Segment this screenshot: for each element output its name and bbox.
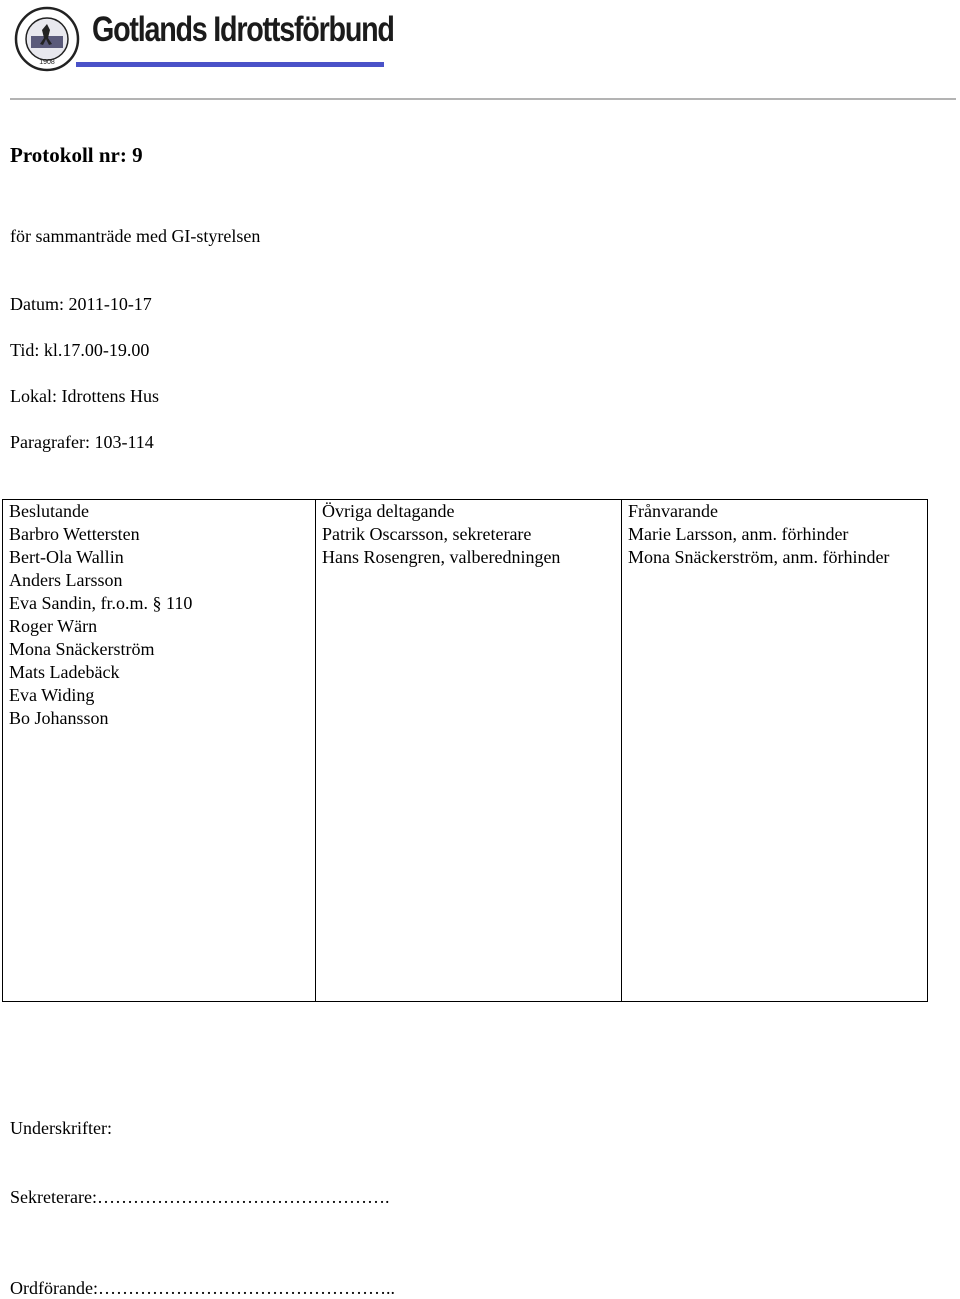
- signatures-heading: Underskrifter:: [10, 1118, 112, 1138]
- meeting-date: Datum: 2011-10-17: [10, 294, 152, 314]
- list-item: Mona Snäckerström, anm. förhinder: [628, 547, 890, 567]
- list-item: Anders Larsson: [9, 570, 123, 590]
- logo: [14, 6, 394, 72]
- column-other-participants: [315, 500, 621, 1001]
- list-item: Eva Widing: [9, 685, 95, 705]
- column-absent: [621, 500, 927, 1001]
- list-item: Roger Wärn: [9, 616, 98, 636]
- list-item: Hans Rosengren, valberedningen: [322, 547, 561, 567]
- list-item: Bo Johansson: [9, 708, 109, 728]
- logo-text: Gotlands Idrottsförbund: [92, 10, 394, 49]
- meeting-venue: Lokal: Idrottens Hus: [10, 386, 159, 406]
- paragraph-range: Paragrafer: 103-114: [10, 432, 154, 452]
- list-item: Eva Sandin, fr.o.m. § 110: [9, 593, 193, 613]
- list-item: Mats Ladebäck: [9, 662, 120, 682]
- meeting-time: Tid: kl.17.00-19.00: [10, 340, 150, 360]
- column-decision-makers: [3, 500, 315, 1001]
- document-title: Protokoll nr: 9: [10, 143, 143, 167]
- column-header: Övriga deltagande: [322, 501, 455, 521]
- list-item: Bert-Ola Wallin: [9, 547, 124, 567]
- attendance-table: [2, 499, 928, 1002]
- list-item: Mona Snäckerström: [9, 639, 155, 659]
- list-item: Barbro Wettersten: [9, 524, 140, 544]
- header-divider: [10, 98, 956, 100]
- column-header: Frånvarande: [628, 501, 718, 521]
- document-subtitle: för sammanträde med GI-styrelsen: [10, 226, 261, 246]
- secretary-signature-line: Sekreterare:………………………………………….: [10, 1187, 390, 1207]
- logo-underline: [76, 62, 384, 67]
- seal-icon: [14, 6, 80, 72]
- list-item: Patrik Oscarsson, sekreterare: [322, 524, 532, 544]
- chairman-signature-line: Ordförande:…………………………………………..: [10, 1278, 395, 1298]
- list-item: Marie Larsson, anm. förhinder: [628, 524, 849, 544]
- seal-year: 1908: [39, 59, 55, 66]
- column-header: Beslutande: [9, 501, 89, 521]
